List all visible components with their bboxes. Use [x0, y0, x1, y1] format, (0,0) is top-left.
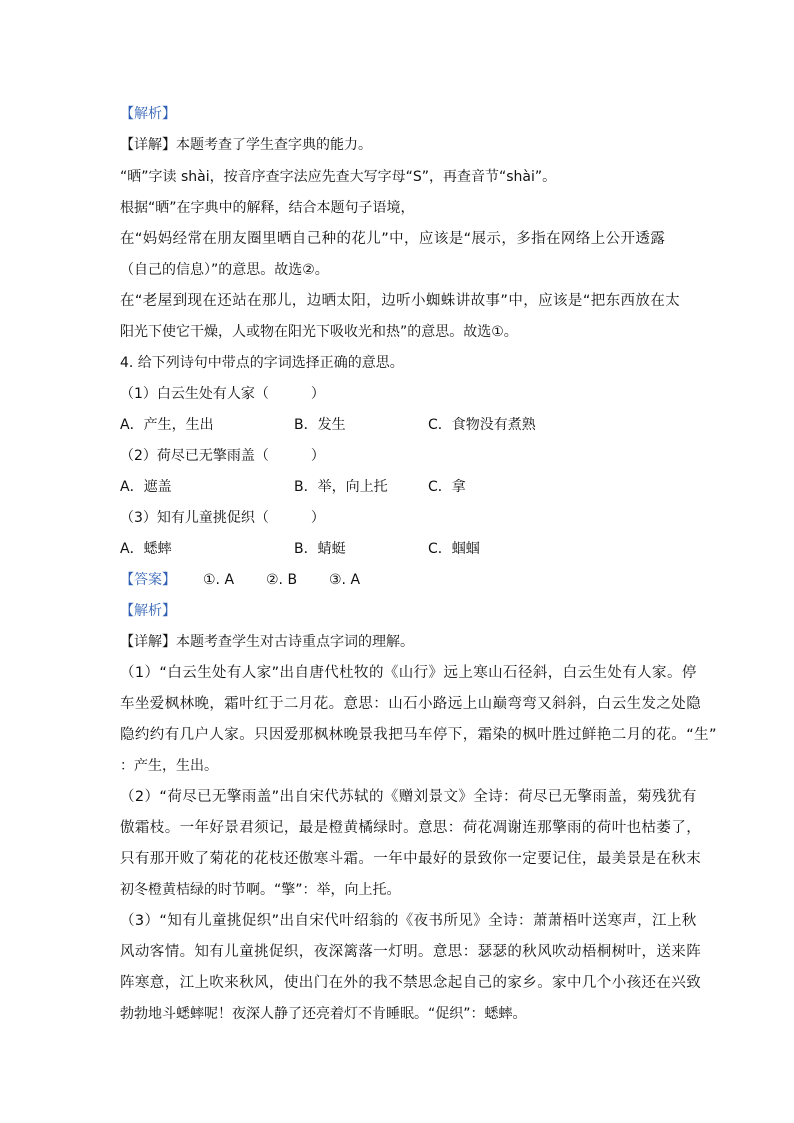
paragraph-line: 阳光下使它干燥，人或物在阳光下吸收光和热”的意思。故选①。 — [120, 324, 518, 340]
question-title: 4. 给下列诗句中带点的字词选择正确的意思。 — [120, 355, 404, 371]
explanation-line: （3）“知有儿童挑促织”出自宋代叶绍翁的《夜书所见》全诗：萧萧梧叶送寒声，江上秋 — [120, 913, 697, 929]
analysis-label: 【解析】 — [120, 603, 176, 619]
paragraph-line: 在“老屋到现在还站在那儿，边晒太阳，边听小蜘蛛讲故事”中，应该是“把东西放在太 — [120, 293, 681, 309]
explanation-line: 傲霜枝。一年好景君须记，最是橙黄橘绿时。意思：荷花凋谢连那擎雨的荷叶也枯萎了， — [120, 820, 702, 836]
explanation-line: 初冬橙黄桔绿的时节啊。“擎”：举，向上托。 — [120, 882, 401, 898]
option-a: A．产生，生出 — [120, 417, 214, 433]
option-b: B．蜻蜓 — [294, 541, 346, 557]
explanation-line: 阵寒意，江上吹来秋风，使出门在外的我不禁思念起自己的家乡。家中几个小孩还在兴致 — [120, 975, 702, 991]
question-stem: （2）荷尽已无擎雨盖（ ） — [120, 448, 325, 464]
paragraph-line: （自己的信息）”的意思。故选②。 — [120, 262, 329, 278]
explanation-line: ：产生，生出。 — [120, 758, 218, 774]
answer-label: 【答案】 — [120, 572, 176, 588]
detail-line: 【详解】本题考查学生对古诗重点字词的理解。 — [120, 634, 414, 650]
answer-item: ①. A — [203, 572, 235, 588]
explanation-line: 车坐爱枫林晚，霜叶红于二月花。意思：山石小路远上山巅弯弯又斜斜，白云生发之处隐 — [120, 696, 702, 712]
option-b: B．举，向上托 — [294, 479, 388, 495]
explanation-line: 勃勃地斗蟋蟀呢！夜深人静了还亮着灯不肯睡眠。“促织”：蟋蟀。 — [120, 1006, 527, 1022]
option-c: C．食物没有煮熟 — [428, 417, 536, 433]
option-a: A．蟋蟀 — [120, 541, 172, 557]
option-b: B．发生 — [294, 417, 346, 433]
explanation-line: （1）“白云生处有人家”出自唐代杜牧的《山行》远上寒山石径斜，白云生处有人家。停 — [120, 665, 697, 681]
answer-item: ②. B — [266, 572, 298, 588]
paragraph-line: 在“妈妈经常在朋友圈里晒自己种的花儿”中，应该是“展示，多指在网络上公开透露 — [120, 231, 666, 247]
question-stem: （1）白云生处有人家（ ） — [120, 386, 325, 402]
detail-line: 【详解】本题考查了学生查字典的能力。 — [120, 137, 372, 153]
analysis-label: 【解析】 — [120, 106, 176, 122]
explanation-line: 风动客情。知有儿童挑促织，夜深篱落一灯明。意思：瑟瑟的秋风吹动梧桐树叶，送来阵 — [120, 944, 702, 960]
answer-item: ③. A — [329, 572, 361, 588]
option-a: A．遮盖 — [120, 479, 172, 495]
explanation-line: 只有那开败了菊花的花枝还傲寒斗霜。一年中最好的景致你一定要记住，最美景是在秋末 — [120, 851, 702, 867]
option-c: C．蝈蝈 — [428, 541, 480, 557]
question-stem: （3）知有儿童挑促织（ ） — [120, 510, 325, 526]
explanation-line: 隐约约有几户人家。只因爱那枫林晚景我把马车停下，霜染的枫叶胜过鲜艳二月的花。“生” — [120, 727, 717, 743]
paragraph-line: 根据“晒”在字典中的解释，结合本题句子语境， — [120, 200, 415, 216]
explanation-line: （2）“荷尽已无擎雨盖”出自宋代苏轼的《赠刘景文》全诗：荷尽已无擎雨盖，菊残犹有 — [120, 789, 697, 805]
paragraph-line: “晒”字读 shài，按音序查字法应先查大写字母“S”，再查音节“shài”。 — [120, 169, 557, 185]
option-c: C．拿 — [428, 479, 466, 495]
